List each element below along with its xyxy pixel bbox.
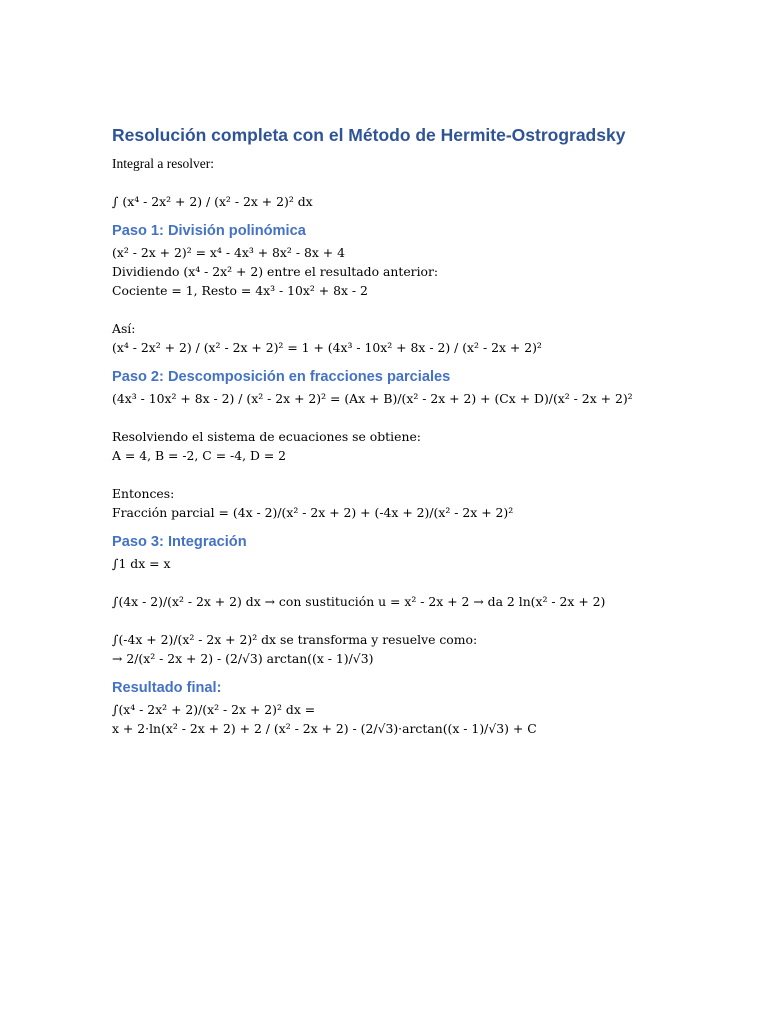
final-line-1: ∫(x⁴ - 2x² + 2)/(x² - 2x + 2)² dx =	[112, 702, 316, 717]
step2-heading: Paso 2: Descomposición en fracciones parciales	[112, 369, 451, 385]
spacer	[112, 611, 732, 630]
step1-line-3: Cociente = 1, Resto = 4x³ - 10x² + 8x - 2	[112, 283, 368, 298]
step2-coefficients: A = 4, B = -2, C = -4, D = 2	[112, 448, 287, 463]
step3-line-1: ∫1 dx = x	[112, 556, 171, 571]
step3-heading: Paso 3: Integración	[112, 534, 247, 550]
spacer	[112, 300, 732, 319]
step1-asi-label: Así:	[112, 321, 136, 336]
intro-label: Integral a resolver:	[112, 156, 214, 171]
document-page	[112, 122, 732, 738]
final-heading: Resultado final:	[112, 680, 222, 696]
step1-line-1: (x² - 2x + 2)² = x⁴ - 4x³ + 8x² - 8x + 4	[112, 245, 345, 260]
step1-heading: Paso 1: División polinómica	[112, 223, 306, 239]
step3-line-2: ∫(4x - 2)/(x² - 2x + 2) dx → con sustitución u = x² - 2x + 2 → da 2 ln(x² - 2x + 2)	[112, 594, 606, 609]
spacer	[112, 173, 732, 192]
step3-line-3: ∫(-4x + 2)/(x² - 2x + 2)² dx se transforma y resuelve como:	[112, 632, 478, 647]
step1-line-2: Dividiendo (x⁴ - 2x² + 2) entre el resultado anterior:	[112, 264, 439, 279]
step3-line-4: → 2/(x² - 2x + 2) - (2/√3) arctan((x - 1)/√3)	[112, 651, 374, 666]
intro-integral: ∫ (x⁴ - 2x² + 2) / (x² - 2x + 2)² dx	[112, 194, 313, 209]
spacer	[112, 573, 732, 592]
document-title: Resolución completa con el Método de Hermite-Ostrogradsky	[112, 125, 626, 145]
spacer	[112, 408, 732, 427]
step1-asi-line: (x⁴ - 2x² + 2) / (x² - 2x + 2)² = 1 + (4x³ - 10x² + 8x - 2) / (x² - 2x + 2)²	[112, 340, 542, 355]
final-line-2: x + 2·ln(x² - 2x + 2) + 2 / (x² - 2x + 2) - (2/√3)·arctan((x - 1)/√3) + C	[112, 721, 537, 736]
step2-partial-fraction: Fracción parcial = (4x - 2)/(x² - 2x + 2) + (-4x + 2)/(x² - 2x + 2)²	[112, 505, 514, 520]
step2-decomposition: (4x³ - 10x² + 8x - 2) / (x² - 2x + 2)² = (Ax + B)/(x² - 2x + 2) + (Cx + D)/(x² - 2x + 2)²	[112, 391, 633, 406]
step2-solving-label: Resolviendo el sistema de ecuaciones se obtiene:	[112, 429, 421, 444]
step2-then-label: Entonces:	[112, 486, 175, 501]
spacer	[112, 465, 732, 484]
